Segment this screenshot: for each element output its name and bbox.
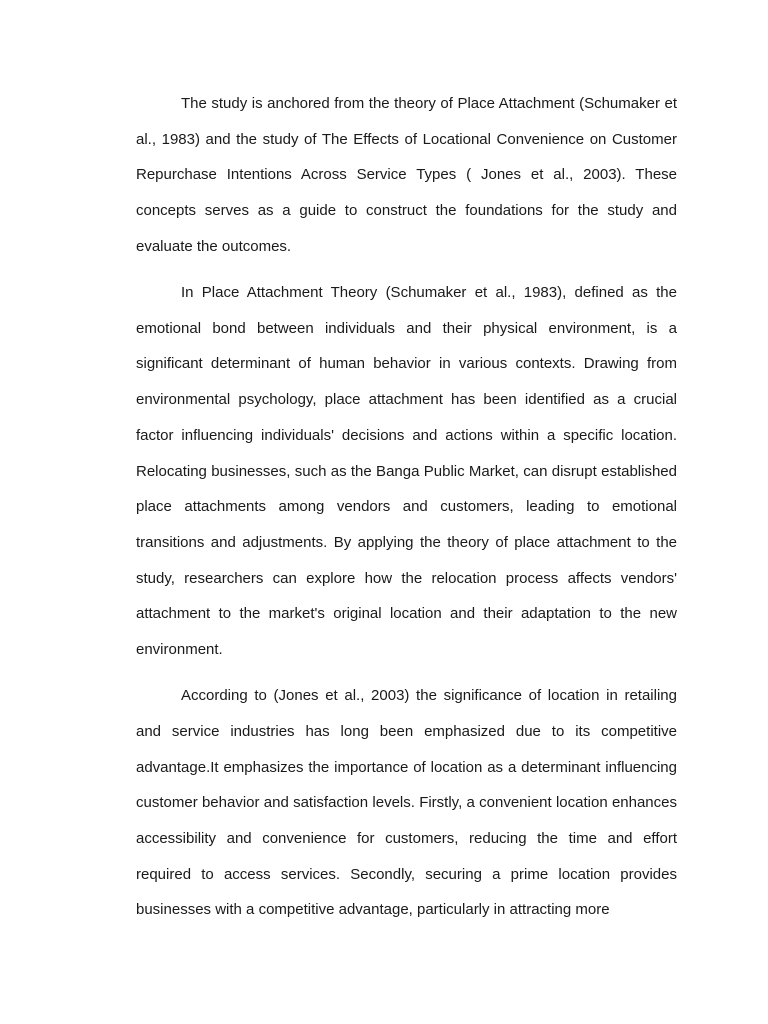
paragraph-locational-convenience: According to (Jones et al., 2003) the significance of location in retailing and service industries has long been emphasized due to its competitive advantage.It emphasizes the importance of location as a determinant influencing customer behavior and satisfaction levels. Firstly, a convenient location enhances accessibility and convenience for customers, reducing the time and effort required to access services. Secondly, securing a prime location provides businesses with a competitive advantage, particularly in attracting more [136,687,677,919]
paragraph-place-attachment: In Place Attachment Theory (Schumaker et al., 1983), defined as the emotional bond between individuals and their physical environment, is a significant determinant of human behavior in various contexts. Drawing from environmental psychology, place attachment has been identified as a crucial factor influencing individuals' decisions and actions within a specific location. Relocating businesses, such as the Banga Public Market, can disrupt established place attachments among vendors and customers, leading to emotional transitions and adjustments. By applying the theory of place attachment to the study, researchers can explore how the relocation process affects vendors' attachment to the market's original location and their adaptation to the new environment. [136,284,677,659]
document-body [136,86,677,939]
paragraph-theoretical-framework: The study is anchored from the theory of Place Attachment (Schumaker et al., 1983) and the study of The Effects of Locational Convenience on Customer Repurchase Intentions Across Service Types ( Jones et al., 2003). These concepts serves as a guide to construct the foundations for the study and evaluate the outcomes. [136,95,677,255]
